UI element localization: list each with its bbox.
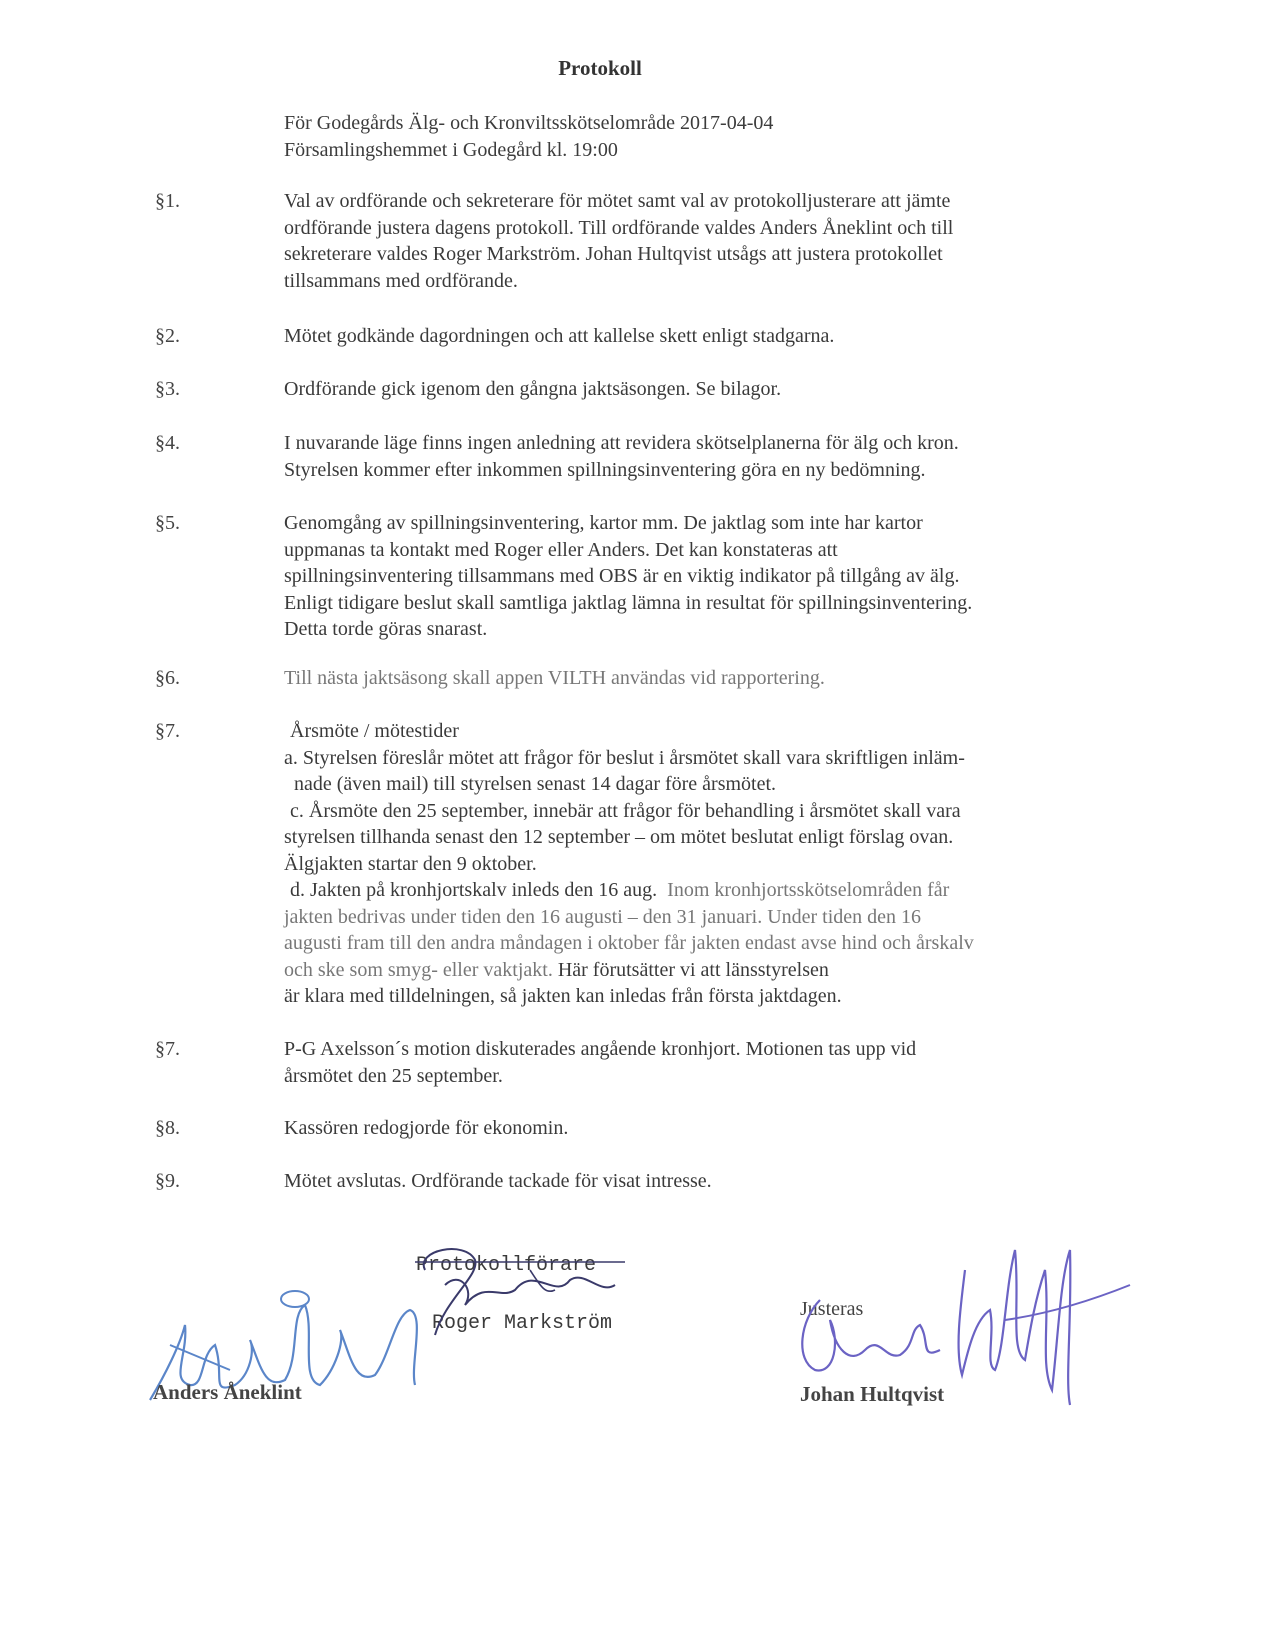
section-text (284, 1168, 1124, 1195)
text-line: ordförande justera dagens protokoll. Till ordförande valdes Anders Åneklint och till (284, 216, 954, 239)
section-heading: Årsmöte / mötestider (290, 720, 459, 742)
section-number: §3. (155, 378, 180, 400)
justeras-label: Justeras (800, 1298, 864, 1320)
text-line: är klara med tilldelningen, så jakten kan inledas från första jaktdagen. (284, 985, 842, 1007)
section-number: §1. (155, 190, 180, 212)
text-line: Kassören redogjorde för ekonomin. (284, 1117, 569, 1139)
text-line: Mötet avslutas. Ordförande tackade för visat intresse. (284, 1170, 712, 1192)
section-number: §6. (155, 667, 180, 689)
text-line: Detta torde göras snarast. (284, 618, 488, 640)
text-line: jakten bedrivas under tiden den 16 augusti – den 31 januari. Under tiden den 16 (284, 905, 922, 928)
text-line (284, 877, 1124, 904)
section-number: §2. (155, 325, 180, 347)
recorder-signature (405, 1240, 645, 1350)
recorder-name: Roger Markström (432, 1312, 613, 1335)
text-line: årsmötet den 25 september. (284, 1064, 503, 1087)
text-line: Genomgång av spillningsinventering, kartor mm. De jaktlag som inte har kartor (284, 512, 923, 534)
section-text (284, 323, 1124, 350)
text-line: Enligt tidigare beslut skall samtliga jaktlag lämna in resultat för spillningsinventering. (284, 591, 973, 614)
section-text (284, 188, 1124, 294)
text-fragment: Inom kronhjortsskötselområden får (667, 879, 950, 901)
section-text (284, 718, 1124, 1010)
chair-name: Anders Åneklint (153, 1380, 302, 1404)
section-text (284, 1036, 1124, 1089)
text-line: spillningsinventering tillsammans med OBS är en viktig indikator på tillgång av älg. (284, 565, 960, 587)
meeting-line-2: Församlingshemmet i Godegård kl. 19:00 (284, 139, 618, 161)
section-number: §8. (155, 1117, 180, 1139)
section-text (284, 665, 1124, 692)
text-line: Mötet godkände dagordningen och att kallelse skett enligt stadgarna. (284, 325, 835, 347)
document-title: Protokoll (558, 56, 642, 80)
text-fragment: Här förutsätter vi att länsstyrelsen (557, 958, 829, 981)
text-line: Älgjakten startar den 9 oktober. (284, 852, 537, 875)
text-line (284, 957, 1124, 984)
text-line: Styrelsen kommer efter inkommen spillningsinventering göra en ny bedömning. (284, 458, 926, 481)
text-line: nade (även mail) till styrelsen senast 14 dagar före årsmötet. (294, 773, 777, 795)
text-line: a. Styrelsen föreslår mötet att frågor för beslut i årsmötet skall vara skriftligen inläm- (284, 746, 965, 769)
text-line: sekreterare valdes Roger Markström. Johan Hultqvist utsågs att justera protokollet (284, 243, 943, 265)
text-line: P-G Axelsson´s motion diskuterades angående kronhjort. Motionen tas upp vid (284, 1038, 917, 1060)
meeting-line-1: För Godegårds Älg- och Kronviltsskötselområde 2017-04-04 (284, 112, 774, 134)
section-number: §5. (155, 512, 180, 534)
section-number: §4. (155, 432, 180, 454)
text-fragment: d. Jakten på kronhjortskalv inleds den 16 aug. (290, 879, 658, 901)
text-line: uppmanas ta kontakt med Roger eller Anders. Det kan konstateras att (284, 538, 838, 561)
section-number: §7. (155, 720, 180, 742)
adjuster-name: Johan Hultqvist (800, 1382, 945, 1406)
text-line: c. Årsmöte den 25 september, innebär att frågor för behandling i årsmötet skall vara (290, 799, 961, 822)
text-fragment: och ske som smyg- eller vaktjakt. (284, 958, 553, 981)
adjuster-signature (790, 1240, 1150, 1440)
text-line: augusti fram till den andra måndagen i oktober får jakten endast avse hind och årskalv (284, 932, 974, 954)
recorder-label: Protokollförare (416, 1254, 597, 1277)
section-number: §9. (155, 1170, 180, 1192)
text-line: Till nästa jaktsäsong skall appen VILTH användas vid rapportering. (284, 667, 825, 689)
section-text (284, 376, 1124, 403)
section-text (284, 510, 1124, 643)
section-text (284, 430, 1124, 483)
text-line: I nuvarande läge finns ingen anledning att revidera skötselplanerna för älg och kron. (284, 432, 959, 454)
section-number: §7. (155, 1038, 180, 1060)
text-line: styrelsen tillhanda senast den 12 september – om mötet beslutat enligt förslag ovan. (284, 826, 954, 848)
text-line: tillsammans med ordförande. (284, 269, 518, 292)
text-line: Val av ordförande och sekreterare för mötet samt val av protokolljusterare att jämte (284, 190, 951, 212)
meeting-info (284, 110, 773, 164)
section-text (284, 1115, 1124, 1142)
text-line: Ordförande gick igenom den gångna jaktsäsongen. Se bilagor. (284, 378, 782, 400)
